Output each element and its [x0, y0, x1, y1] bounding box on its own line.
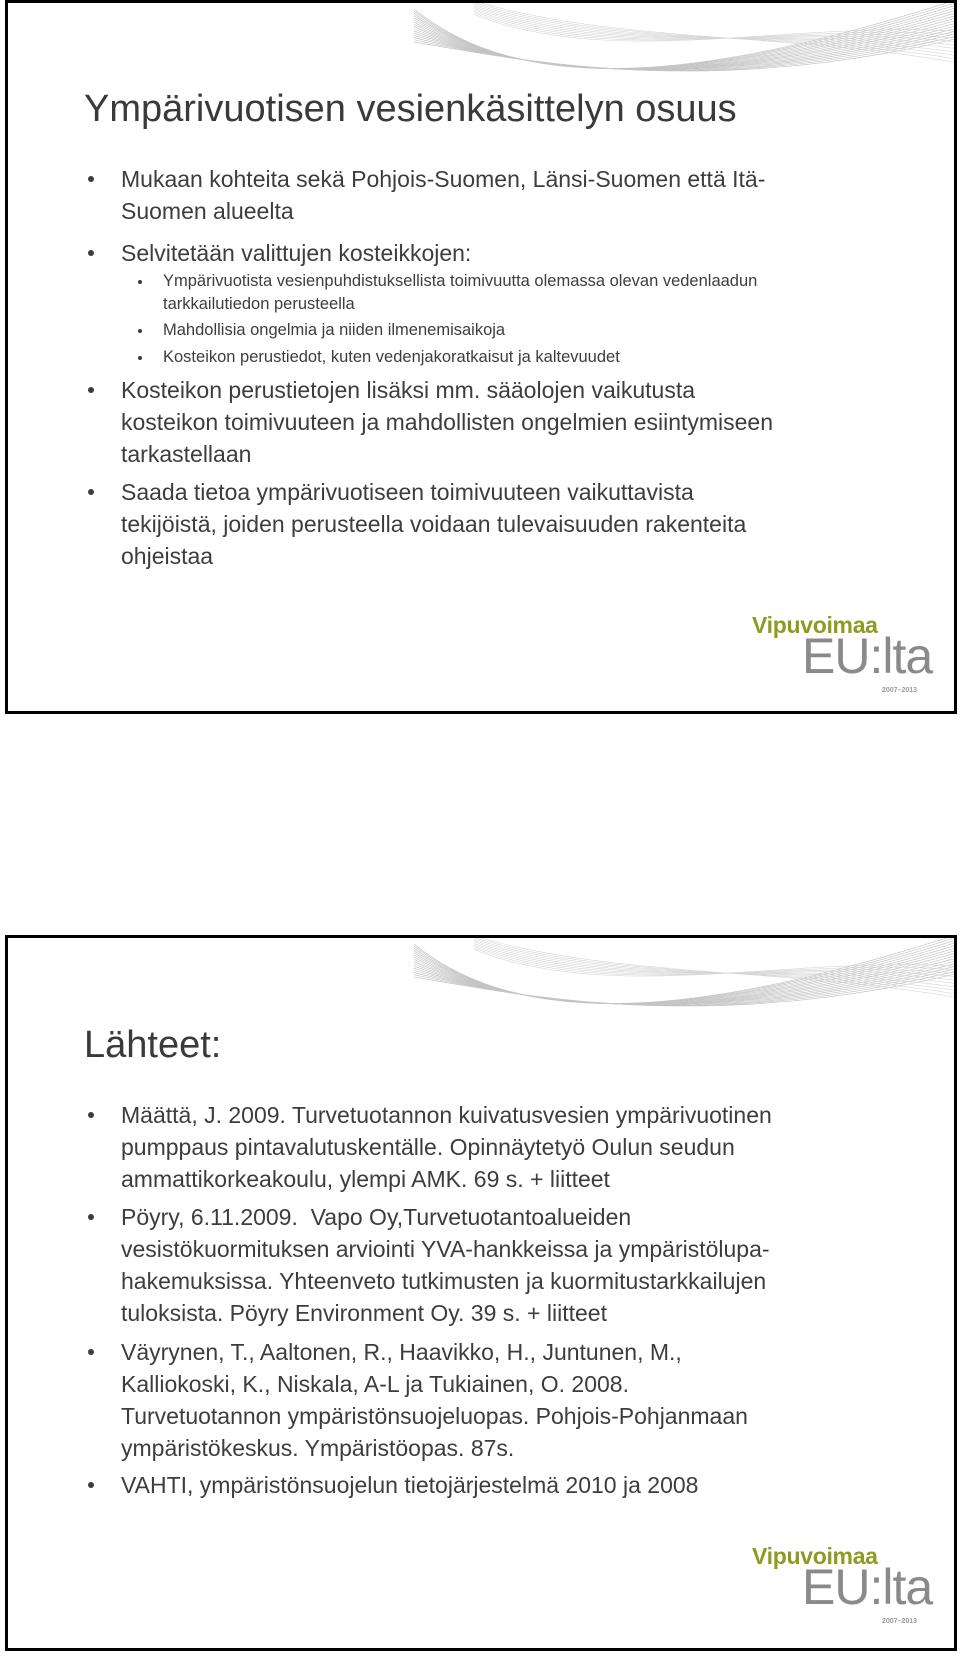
bullet-dot — [88, 1214, 94, 1220]
sub-bullet-item — [163, 346, 620, 369]
bullet-text-line: tekijöistä, joiden perusteella voidaan tulevaisuuden rakenteita — [121, 511, 747, 537]
bullet-dot — [88, 489, 94, 495]
slide-2 — [5, 935, 957, 1651]
logo-vipuvoimaa-text: Vipuvoimaa — [752, 1543, 878, 1569]
slide-title: Lähteet: — [84, 1024, 222, 1066]
reference-text-line: hakemuksissa. Yhteenveto tutkimusten ja kuormitustarkkailujen — [121, 1268, 767, 1294]
reference-item — [121, 1469, 698, 1501]
logo-years-text: 2007–2013 — [882, 687, 918, 694]
reference-text-line: Määttä, J. 2009. Turvetuotannon kuivatusvesien ympärivuotinen — [121, 1102, 772, 1128]
sub-bullet-text-line: Mahdollisia ongelmia ja niiden ilmenemisaikoja — [163, 321, 506, 339]
bullet-text-line: Mukaan kohteita sekä Pohjois-Suomen, Länsi-Suomen että Itä- — [121, 166, 766, 192]
reference-text-line: VAHTI, ympäristönsuojelun tietojärjestelmä 2010 ja 2008 — [121, 1472, 699, 1498]
bullet-text-line: ohjeistaa — [121, 543, 214, 569]
logo-eu-lta-text: EU:lta — [802, 1559, 933, 1615]
bullet-item — [121, 237, 471, 269]
bullet-item — [121, 374, 773, 470]
decorative-swoosh-line — [474, 9, 954, 46]
bullet-dot — [88, 176, 94, 182]
bullet-dot — [88, 250, 94, 256]
sub-bullet-item — [163, 270, 757, 316]
logo-eu-lta-text: EU:lta — [802, 628, 933, 684]
decorative-swoosh-line — [474, 942, 954, 984]
reference-text-line: ammattikorkeakoulu, ylempi AMK. 69 s. + liitteet — [121, 1166, 610, 1192]
bullet-text-line: Kosteikon perustietojen lisäksi mm. sääolojen vaikutusta — [121, 377, 696, 403]
sub-bullet-dot — [138, 356, 142, 360]
logo-vipuvoimaa-text: Vipuvoimaa — [752, 612, 878, 638]
reference-text-line: Turvetuotannon ympäristönsuojeluopas. Pohjois-Pohjanmaan — [121, 1403, 748, 1429]
decorative-swoosh-line — [474, 7, 954, 49]
reference-text-line: Pöyry, 6.11.2009. Vapo Oy,Turvetuotantoalueiden — [121, 1204, 632, 1230]
sub-bullet-dot — [138, 329, 142, 333]
decorative-swoosh-line — [474, 944, 954, 981]
sub-bullet-dot — [138, 280, 142, 284]
reference-text-line: pumppaus pintavalutuskentälle. Opinnäytetyö Oulun seudun — [121, 1134, 735, 1160]
bullet-text-line: kosteikon toimivuuteen ja mahdollisten ongelmien esiintymiseen — [121, 409, 774, 435]
bullet-dot — [88, 1112, 94, 1118]
reference-item — [121, 1336, 748, 1464]
slide-1 — [5, 0, 957, 714]
bullet-text-line: Saada tietoa ympärivuotiseen toimivuuteen vaikuttavista — [121, 479, 694, 505]
bullet-dot — [88, 1482, 94, 1488]
reference-text-line: tuloksista. Pöyry Environment Oy. 39 s. + liitteet — [121, 1300, 607, 1326]
bullet-item — [121, 476, 746, 572]
bullet-item — [121, 163, 765, 227]
reference-item — [121, 1099, 772, 1195]
bullet-dot — [88, 1349, 94, 1355]
sub-bullet-text-line: Kosteikon perustiedot, kuten vedenjakoratkaisut ja kaltevuudet — [163, 348, 620, 366]
decorative-swoosh-line — [474, 3, 954, 60]
bullet-text-line: Selvitetään valittujen kosteikkojen: — [121, 240, 472, 266]
decorative-swoosh — [414, 938, 954, 1053]
bullet-text-line: tarkastellaan — [121, 441, 252, 467]
reference-text-line: vesistökuormituksen arviointi YVA-hankkeissa ja ympäristölupa- — [121, 1236, 770, 1262]
slide-title: Ympärivuotisen vesienkäsittelyn osuus — [84, 88, 737, 130]
sub-bullet-text-line: Ympärivuotista vesienpuhdistuksellista toimivuutta olemassa olevan vedenlaadun — [163, 272, 758, 290]
decorative-swoosh-line — [474, 938, 954, 995]
bullet-dot — [88, 387, 94, 393]
reference-item — [121, 1201, 770, 1329]
bullet-text-line: Suomen alueelta — [121, 198, 294, 224]
logo-years-text: 2007–2013 — [882, 1618, 918, 1625]
reference-text-line: ympäristökeskus. Ympäristöopas. 87s. — [121, 1435, 515, 1461]
sub-bullet-text-line: tarkkailutiedon perusteella — [163, 295, 355, 313]
reference-text-line: Kalliokoski, K., Niskala, A-L ja Tukiainen, O. 2008. — [121, 1371, 629, 1397]
sub-bullet-item — [163, 319, 505, 342]
reference-text-line: Väyrynen, T., Aaltonen, R., Haavikko, H., Juntunen, M., — [121, 1339, 682, 1365]
